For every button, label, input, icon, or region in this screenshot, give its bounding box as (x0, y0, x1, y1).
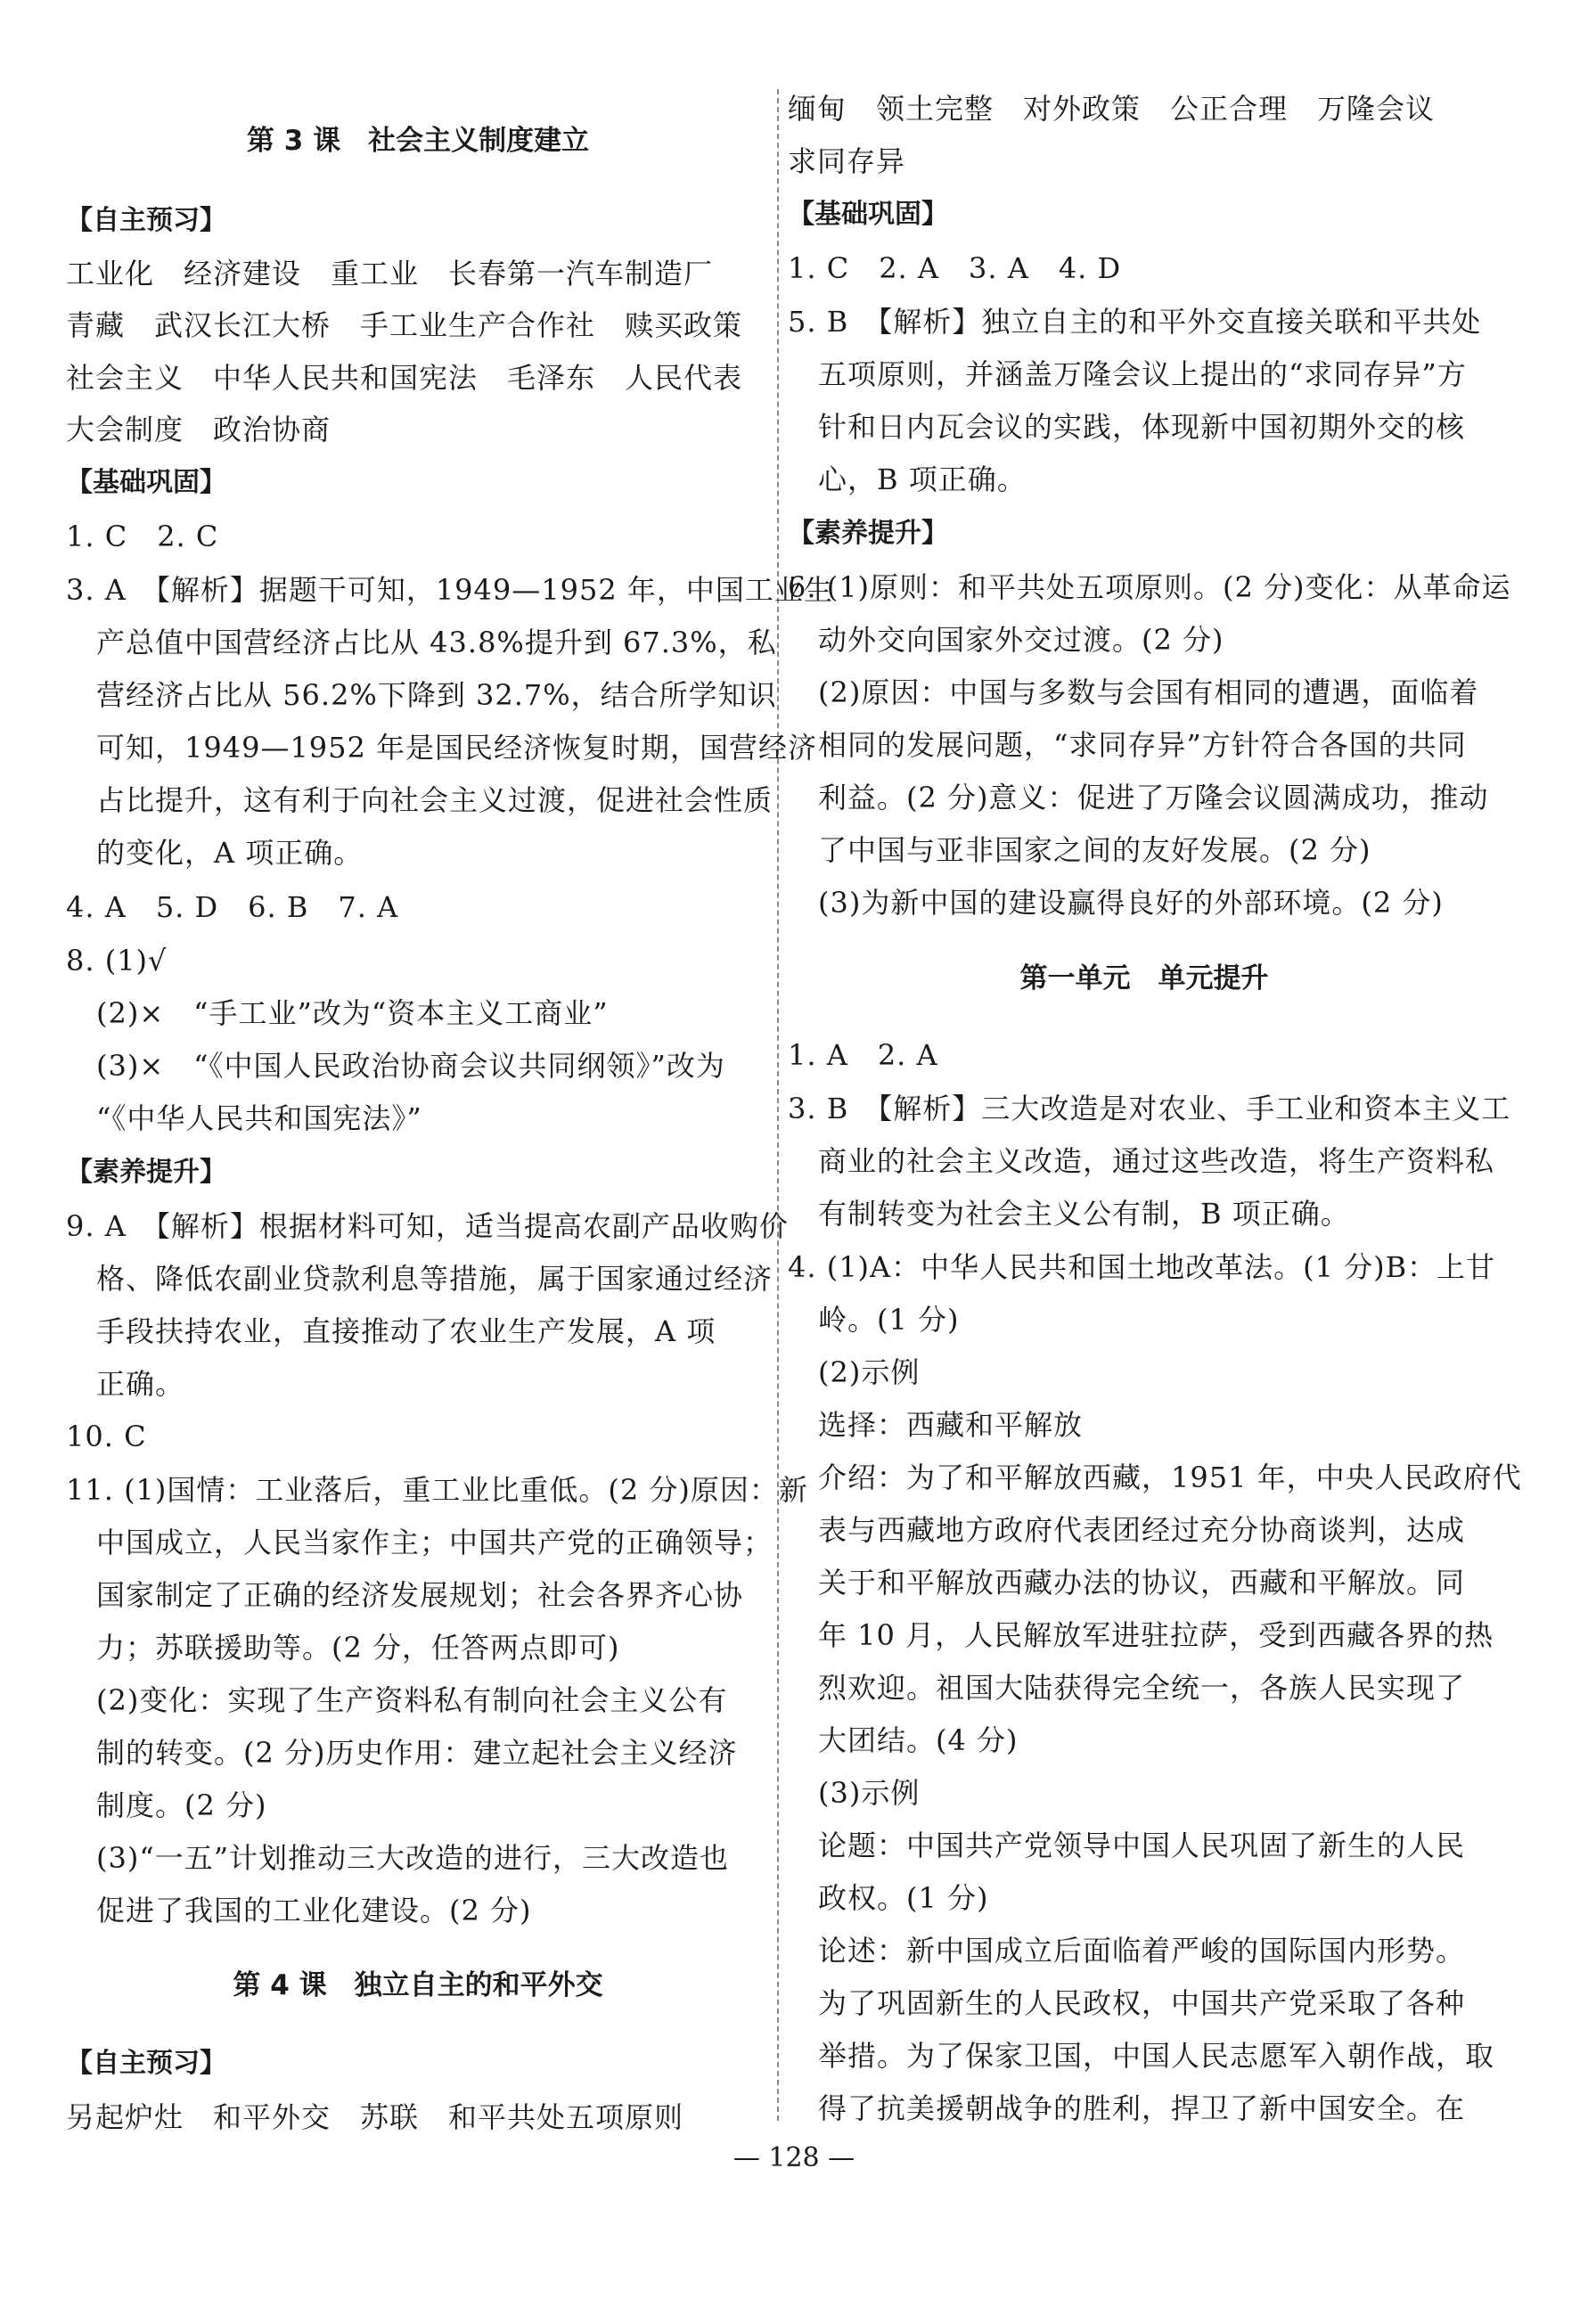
answer-line: 1. A 2. A (788, 1038, 938, 1072)
answer-line: 1. C 2. A 3. A 4. D (788, 251, 1122, 285)
answer-line: 论题：中国共产党领导中国人民巩固了新生的人民 (818, 1829, 1466, 1862)
lesson4-basic-heading: 【基础巩固】 (788, 199, 948, 230)
answer-line: 大团结。(4 分) (818, 1723, 1019, 1757)
lesson4-title: 第 4 课 独立自主的和平外交 (233, 1969, 603, 2001)
answer-line: “《中华人民共和国宪法》” (96, 1101, 422, 1135)
answer-line: 力；苏联援助等。(2 分，任答两点即可) (96, 1631, 620, 1665)
answer-line: 岭。(1 分) (818, 1303, 960, 1337)
answer-line: 为了巩固新生的人民政权，中国共产党采取了各种 (818, 1986, 1466, 2020)
answer-line: 营经济占比从 56.2%下降到 32.7%，结合所学知识 (96, 678, 777, 712)
answer-line: 占比提升，这有利于向社会主义过渡，促进社会性质 (96, 783, 774, 817)
answer-line: 论述：新中国成立后面临着严峻的国际国内形势。 (818, 1934, 1466, 1968)
answer-line: 格、降低农副业贷款利息等措施，属于国家通过经济 (96, 1262, 774, 1296)
answer-line: 9. A 【解析】根据材料可知，适当提高农副产品收购价 (66, 1209, 789, 1243)
answer-line: 心，B 项正确。 (818, 462, 1027, 496)
answer-line: 商业的社会主义改造，通过这些改造，将生产资料私 (818, 1144, 1495, 1178)
lesson4-terms-line: 另起炉灶 和平外交 苏联 和平共处五项原则 (66, 2100, 684, 2134)
page-number: — 128 — (733, 2142, 855, 2173)
lesson3-preview-heading: 【自主预习】 (66, 205, 226, 236)
lesson4-terms-line: 求同存异 (788, 144, 906, 178)
answer-line: 产总值中国营经济占比从 43.8%提升到 67.3%，私 (96, 626, 777, 659)
lesson3-basic-heading: 【基础巩固】 (66, 467, 226, 498)
answer-line: 3. B 【解析】三大改造是对农业、手工业和资本主义工 (788, 1092, 1511, 1125)
answer-line: 相同的发展问题，“求同存异”方针符合各国的共同 (818, 728, 1467, 762)
answer-line: (3)示例 (818, 1776, 921, 1810)
answer-line: 10. C (66, 1420, 147, 1453)
answer-line: 可知，1949—1952 年是国民经济恢复时期，国营经济 (96, 731, 818, 765)
answer-line: (2)变化：实现了生产资料私有制向社会主义公有 (96, 1683, 728, 1717)
answer-line: (2)原因：中国与多数与会国有相同的遭遇，面临着 (818, 675, 1479, 709)
answer-line: 3. A 【解析】据题干可知，1949—1952 年，中国工业生 (66, 573, 833, 607)
answer-line: 国家制定了正确的经济发展规划；社会各界齐心协 (96, 1578, 744, 1612)
answer-line: 11. (1)国情：工业落后，重工业比重低。(2 分)原因：新 (66, 1473, 808, 1507)
answer-line: 举措。为了保家卫国，中国人民志愿军入朝作战，取 (818, 2039, 1495, 2073)
lesson3-title: 第 3 课 社会主义制度建立 (246, 125, 590, 157)
answer-line: (2)示例 (818, 1355, 921, 1389)
lesson3-terms-line: 大会制度 政治协商 (66, 413, 332, 446)
answer-line: 表与西藏地方政府代表团经过充分协商谈判，达成 (818, 1513, 1466, 1547)
answer-line: 4. A 5. D 6. B 7. A (66, 890, 399, 924)
answer-line: 针和日内瓦会议的实践，体现新中国初期外交的核 (818, 410, 1466, 444)
answer-line: 正确。 (96, 1367, 185, 1401)
lesson3-terms-line: 社会主义 中华人民共和国宪法 毛泽东 人民代表 (66, 361, 743, 395)
answer-line: 动外交向国家外交过渡。(2 分) (818, 623, 1224, 657)
answer-line: 1. C 2. C (66, 520, 219, 553)
answer-line: 5. B 【解析】独立自主的和平外交直接关联和平共处 (788, 305, 1482, 339)
answer-line: 的变化，A 项正确。 (96, 836, 364, 870)
answer-line: 烈欢迎。祖国大陆获得完全统一，各族人民实现了 (818, 1671, 1466, 1705)
lesson4-quality-heading: 【素养提升】 (788, 518, 948, 549)
lesson3-terms-line: 青藏 武汉长江大桥 手工业生产合作社 赎买政策 (66, 308, 743, 342)
column-divider (777, 89, 779, 2121)
answer-line: 了中国与亚非国家之间的友好发展。(2 分) (818, 833, 1371, 867)
answer-line: 6. (1)原则：和平共处五项原则。(2 分)变化：从革命运 (788, 570, 1511, 604)
answer-line: (3)“一五”计划推动三大改造的进行，三大改造也 (96, 1841, 730, 1875)
answer-line: 中国成立，人民当家作主；中国共产党的正确领导； (96, 1526, 774, 1559)
answer-line: (3)× “《中国人民政治协商会议共同纲领》”改为 (96, 1049, 725, 1083)
lesson4-terms-line: 缅甸 领土完整 对外政策 公正合理 万隆会议 (788, 92, 1436, 126)
answer-line: 介绍：为了和平解放西藏，1951 年，中央人民政府代 (818, 1461, 1522, 1494)
lesson4-preview-heading: 【自主预习】 (66, 2048, 226, 2079)
lesson3-terms-line: 工业化 经济建设 重工业 长春第一汽车制造厂 (66, 257, 714, 290)
unit1-title: 第一单元 单元提升 (1019, 962, 1269, 994)
answer-line: 利益。(2 分)意义：促进了万隆会议圆满成功，推动 (818, 781, 1489, 814)
answer-line: 手段扶持农业，直接推动了农业生产发展，A 项 (96, 1314, 716, 1348)
answer-line: 得了抗美援朝战争的胜利，捍卫了新中国安全。在 (818, 2091, 1466, 2125)
answer-line: 4. (1)A：中华人民共和国土地改革法。(1 分)B：上甘 (788, 1250, 1496, 1284)
lesson3-quality-heading: 【素养提升】 (66, 1157, 226, 1188)
answer-line: 制的转变。(2 分)历史作用：建立起社会主义经济 (96, 1736, 738, 1770)
answer-line: 制度。(2 分) (96, 1788, 267, 1822)
answer-line: 关于和平解放西藏办法的协议，西藏和平解放。同 (818, 1566, 1466, 1600)
answer-line: 选择：西藏和平解放 (818, 1408, 1084, 1442)
answer-line: 五项原则，并涵盖万隆会议上提出的“求同存异”方 (818, 357, 1467, 391)
answer-line: 年 10 月，人民解放军进驻拉萨，受到西藏各界的热 (818, 1618, 1494, 1652)
answer-line: 8. (1)√ (66, 944, 168, 978)
answer-line: (2)× “手工业”改为“资本主义工商业” (96, 996, 609, 1030)
answer-line: 促进了我国的工业化建设。(2 分) (96, 1894, 532, 1927)
answer-line: 政权。(1 分) (818, 1881, 989, 1915)
answer-line: 有制转变为社会主义公有制，B 项正确。 (818, 1197, 1350, 1231)
answer-line: (3)为新中国的建设赢得良好的外部环境。(2 分) (818, 886, 1444, 920)
